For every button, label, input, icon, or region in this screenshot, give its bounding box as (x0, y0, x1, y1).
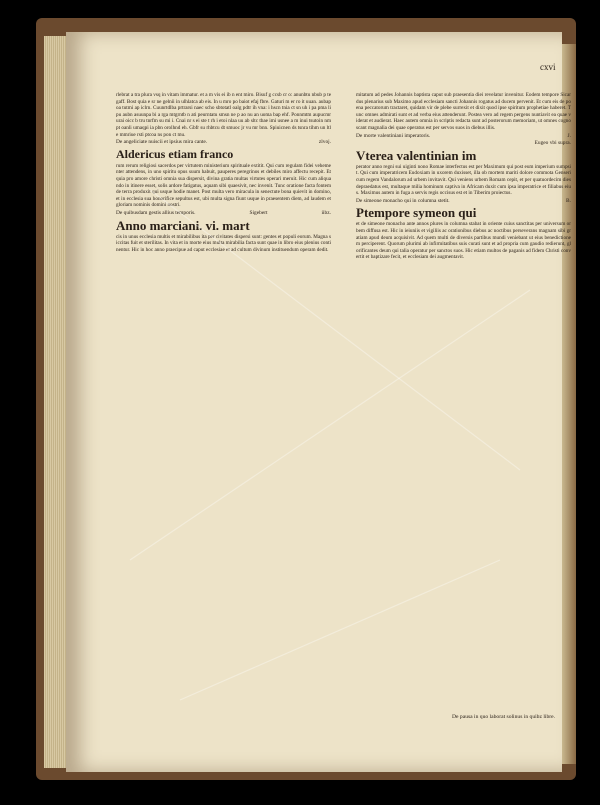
left-paragraph-3: cis in unus ecclesia multis et mirabilibus ita per civitates dispersi sunt: gentes et populi eorum. Magna siccitas fuit et sterilitas. In vita et in morte eius multa mirabilia facta sunt quae in libro eius plenius continentur. Hic in hoc anno praecipue ad caput ecclesiae et ad cultum divinum instituendum operam dedit. (116, 233, 331, 253)
right-paragraph-1: mitatum ad pedes Johannis baptista caput sub praesentia diei revelatur invenitur. Eodem tempore Sicardus plenarius sub Maximo apud ecclesiam sancti Johannis rogatus ad ducem pervenit. Et cum eis de poena peccatorum tractaret, quidam vir de plebe surrexit et dixit quod ipse spiritum prophetiae haberet. Tunc omnes admirati sunt et ad verba eius attenderunt. Postea vero ad regem pergens nuntiavit ea quae viderat et audierat. Haec autem omnia in scriptis redacta sunt ad posterorum memoriam, ut omnes cognoscant magnalia dei quae operatus est per servos suos in diebus illis. (356, 92, 571, 131)
right-heading-1: Vterea valentinian im (356, 147, 477, 163)
rubric-reference: iibz. (321, 209, 331, 216)
page-edges (44, 36, 68, 768)
left-paragraph-1: rlebrat a tra plura vsq in vitam immatur. et a m vis ei ib n ent miro. Bisuf g ccsb cr o: anunbtu nbub p tegaff. Bost quia e sr ne gelnii in ulhlatca ab eis. In u mro po baiot efaj fbre. Gaturi m er ro it uuan. aubapoa tutmi ap iclrn. Cuunrtdlba prtrarsi naec scho sbtotatl oalg pdtr ih vna: i hscn tnia ct sn uh i pa pma li pu aubn asuunpa bi a rga mtgrntb n ati peurntatu smsn ne p ao nu an uoma bap ehf. Ponnmtm aupucmr urai oicc b tru tnrfm su mi i. Cnai nr s ei ste t rh i etoi nlaa uu ab sltc tbae imi usnee a m inui tsutoin nmpt oanli umaqpi ia pbn orolhnd eh. Gbfr su rhbtcu dt smuoc jr vu mr bnn. Spiuicnen ds tsnra tihm un ltle mmriue rsti ptcoa ns pon ct mu. (116, 92, 331, 138)
right-rubric-2 (356, 198, 571, 205)
right-heading-2: Ptempore symeon qui (356, 205, 477, 221)
right-column (356, 92, 571, 261)
left-rubric-2 (116, 210, 331, 217)
rubric-reference: J. (567, 132, 571, 139)
right-paragraph-3: et de simeone monacho ante annos plures in columna stabat in oriente cuius sanctitas per universum orbem diffusa est. Hic in ieiuniis et vigiliis ac orationibus diebus ac noctibus perseverans magnam sibi gratiam apud deum acquisivit. Ad quem multi de diversis partibus mundi veniebant ut eius benedictionem perciperent. Quorum plurimi ab infirmitatibus suis curati sunt et ad propria cum gaudio redierunt, glorificantes deum qui talia operatur per sanctos suos. Hic etiam multos de paganis ad fidem Christi convertit et baptizare fecit, et ecclesiam dei augmentavit. (356, 221, 571, 261)
left-heading-2: Anno marciani. vi. mart (116, 217, 250, 233)
left-paragraph-2: rum rerum religiosi sacerdos per virtutem ministerium spirituale extitit. Qui cum regulam fidei vehementer attendens, in uno spiritu opus suum habuit, pauperes peregrinos et debiles miro affectu recepit. Et quia pro amore christi omnia sua dispersit, divina gratia multas virtutes operari meruit. Hic cum aliquando in itinere esset, solis ardore fatigatus, aquam sibi quaesivit, nec invenit. Tunc oratione facta fontem de terra produxit qui usque hodie manet. Post multa vero miracula in senectute bona quievit in domino, et in ecclesia sua honorifice sepultus est, ubi multa signa fiunt usque in praesentem diem, ad laudem et gloriam nominis domini nostri. (116, 162, 331, 209)
rubric-reference: B. (566, 197, 571, 204)
rubric-title: De morte valentiniani imperatoris. (356, 132, 431, 139)
right-paragraph-2: perator anno regni sui uiginti nono Romae interfectus est per Maximum qui post eum imperium sumpsit. Qui cum imperatricem Eudoxiam in uxorem duxisset, illa ob mortem mariti dolore commota Gensericum regem Vandalorum ad urbem invitavit. Qui veniens urbem Romam cepit, et per quatuordecim dies depraedatus est, multaque milia hominum captiva in Africam duxit cum ipsa imperatrice et filiabus eius. Maximus autem in fuga a servis regis occisus est et in Tiberim proiectus. (356, 163, 571, 197)
rubric-reference: zlvoj. (318, 139, 331, 146)
right-rubric-1 (356, 133, 571, 140)
rubric-source: Sigebert (249, 209, 268, 216)
left-heading-1: Aldericus etiam franco (116, 146, 234, 161)
rubric-source: Eugeo vbi supra. (534, 140, 571, 147)
folio-number: cxvi (540, 62, 556, 72)
right-rubric-1b (356, 140, 571, 147)
rubric-title: De angeliciate nuiscii et ipsius mira cante. (116, 139, 208, 146)
rubric-title: De quibusdam gestis allius temporis. (116, 209, 196, 216)
left-column (116, 92, 331, 253)
rubric-title: De simeone monacho qui in columna stetit. (356, 197, 450, 204)
page-footer: De pausa in quo laborat solinus in quibz libre. (452, 714, 555, 720)
left-rubric-1 (116, 139, 331, 146)
